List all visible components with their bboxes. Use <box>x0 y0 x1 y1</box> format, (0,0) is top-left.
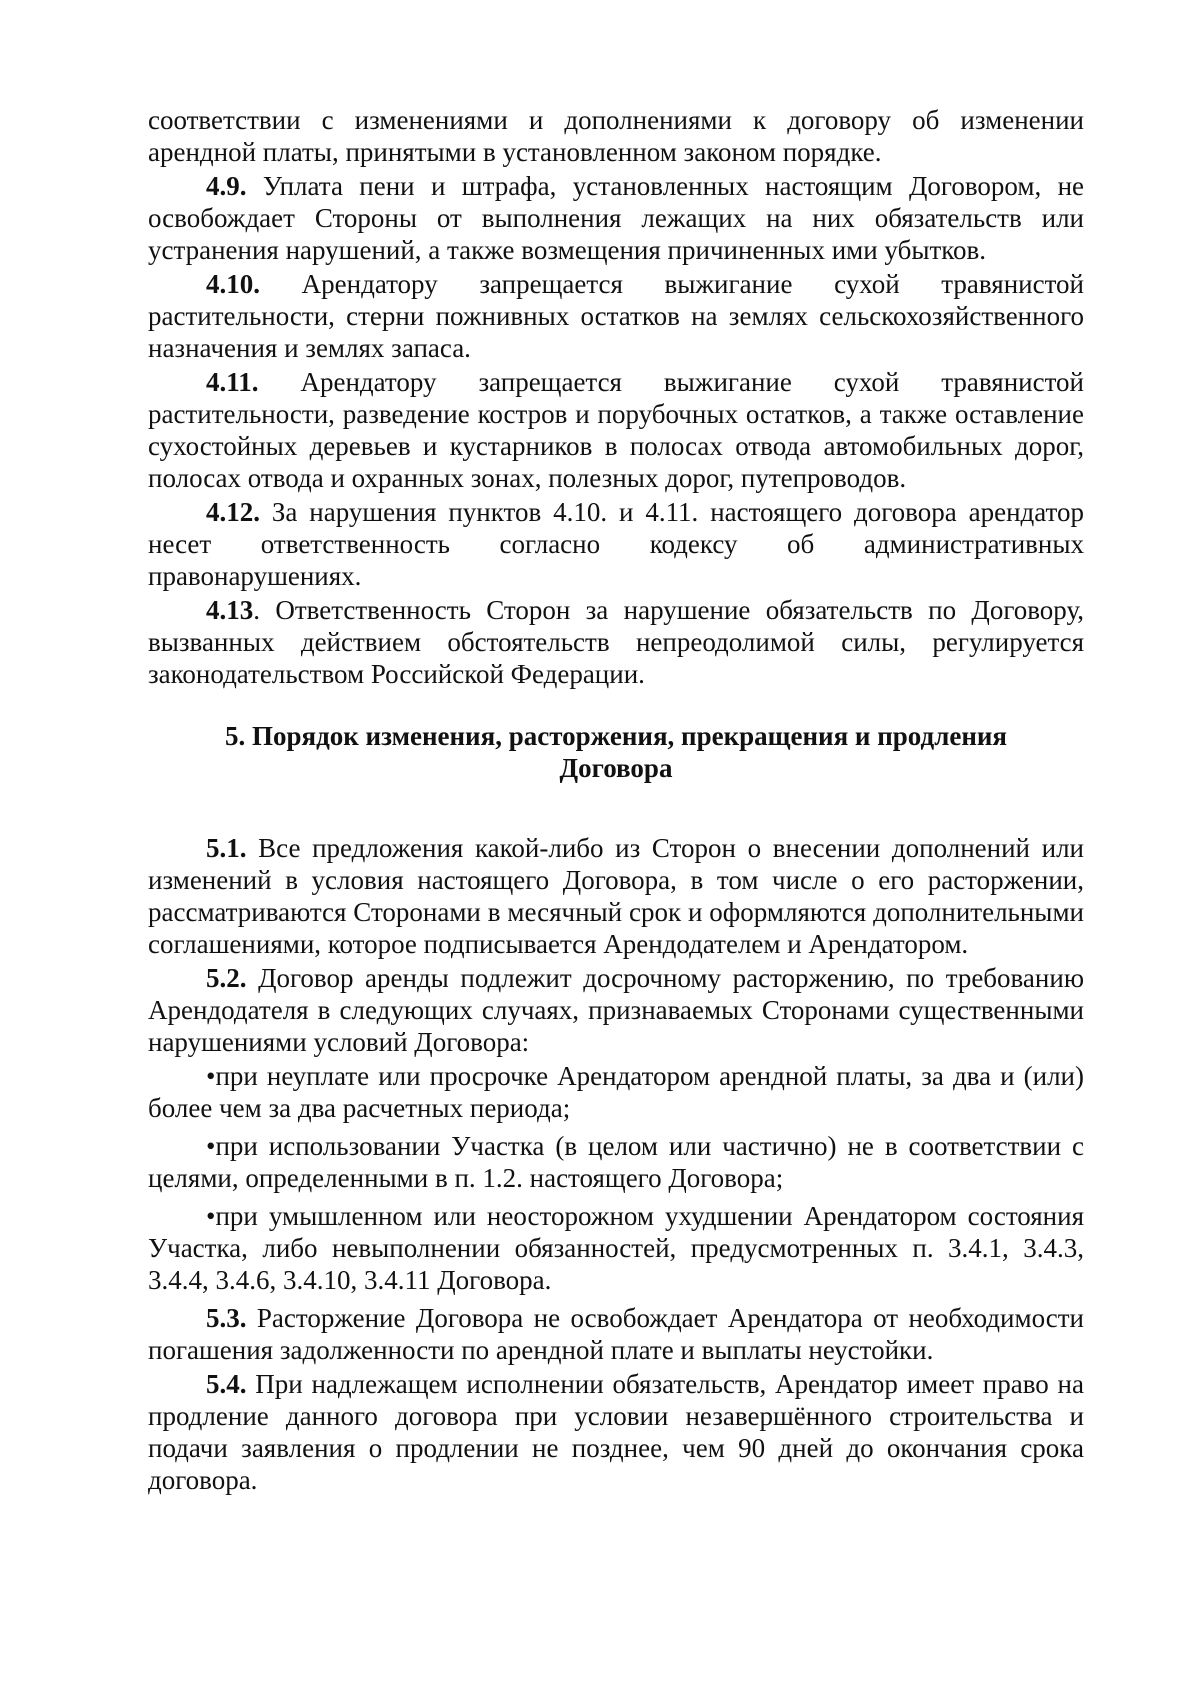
section-5-heading <box>148 720 1084 784</box>
clause-text: За нарушения пунктов 4.10. и 4.11. настоящего договора арендатор несет ответственность согласно кодексу об административных правонарушениях. <box>148 497 1084 591</box>
clause-4-9 <box>148 170 1084 266</box>
clause-text: При надлежащем исполнении обязательств, Арендатор имеет право на продление данного договора при условии незавершённого строительства и подачи заявления о продлении не позднее, чем 90 дней до окончания срока договора. <box>148 1369 1084 1495</box>
section-5-heading-line-1: 5. Порядок изменения, расторжения, прекращения и продления <box>224 721 1008 751</box>
clause-number: 5.2. <box>206 963 247 993</box>
intro-paragraph <box>148 104 1084 168</box>
clause-number: 4.11. <box>206 367 259 397</box>
intro-text: соответствии с изменениями и дополнениями к договору об изменении арендной платы, принятыми в установленном законом порядке. <box>148 105 1084 167</box>
clause-5-3 <box>148 1302 1084 1366</box>
clause-number: 5.3. <box>206 1303 247 1333</box>
clause-5-1 <box>148 832 1084 960</box>
clause-number: 5.1. <box>206 833 247 863</box>
clause-5-4 <box>148 1368 1084 1496</box>
bullet-item-1: •при неуплате или просрочке Арендатором арендной платы, за два и (или) более чем за два расчетных периода; <box>148 1061 1084 1123</box>
clause-number: 4.13 <box>206 595 254 625</box>
clause-text: Договор аренды подлежит досрочному расторжению, по требованию Арендодателя в следующих случаях, признаваемых Сторонами существенными нарушениями условий Договора: <box>148 963 1084 1057</box>
clause-4-10 <box>148 268 1084 364</box>
clause-text: Все предложения какой-либо из Сторон о внесении дополнений или изменений в условия настоящего Договора, в том числе о его расторжении, рассматриваются Сторонами в месячный срок и оформляются дополнительными соглашениями, которое подписывается Арендодателем и Арендатором. <box>148 833 1084 959</box>
clause-5-2 <box>148 962 1084 1058</box>
clause-text: Расторжение Договора не освобождает Арендатора от необходимости погашения задолженности по арендной плате и выплаты неустойки. <box>148 1303 1084 1365</box>
clause-4-11 <box>148 366 1084 494</box>
document-body <box>148 104 1084 1498</box>
section-5-heading-line-2: Договора <box>559 753 673 783</box>
clause-number: 4.9. <box>206 171 247 201</box>
clause-text: Уплата пени и штрафа, установленных настоящим Договором, не освобождает Стороны от выполнения лежащих на них обязательств или устранения нарушений, а также возмещения причиненных ими убытков. <box>148 171 1084 265</box>
bullet-item-3: •при умышленном или неосторожном ухудшении Арендатором состояния Участка, либо невыполнении обязанностей, предусмотренных п. 3.4.1, 3.4.3, 3.4.4, 3.4.6, 3.4.10, 3.4.11 Договора. <box>148 1201 1084 1295</box>
clause-text: . Ответственность Сторон за нарушение обязательств по Договору, вызванных действием обстоятельств непреодолимой силы, регулируется законодательством Российской Федерации. <box>148 595 1084 689</box>
clause-number: 4.12. <box>206 497 260 527</box>
clause-text: Арендатору запрещается выжигание сухой травянистой растительности, разведение костров и порубочных остатков, а также оставление сухостойных деревьев и кустарников в полосах отвода автомобильных дорог, полосах отвода и охранных зонах, полезных дорог, путепроводов. <box>148 367 1084 493</box>
clause-text: Арендатору запрещается выжигание сухой травянистой растительности, стерни пожнивных остатков на землях сельскохозяйственного назначения и землях запаса. <box>148 269 1084 363</box>
clause-4-12 <box>148 496 1084 592</box>
clause-number: 5.4. <box>206 1369 247 1399</box>
clause-number: 4.10. <box>206 269 260 299</box>
bullet-item-2: •при использовании Участка (в целом или частично) не в соответствии с целями, определенными в п. 1.2. настоящего Договора; <box>148 1131 1084 1193</box>
clause-4-13 <box>148 594 1084 690</box>
